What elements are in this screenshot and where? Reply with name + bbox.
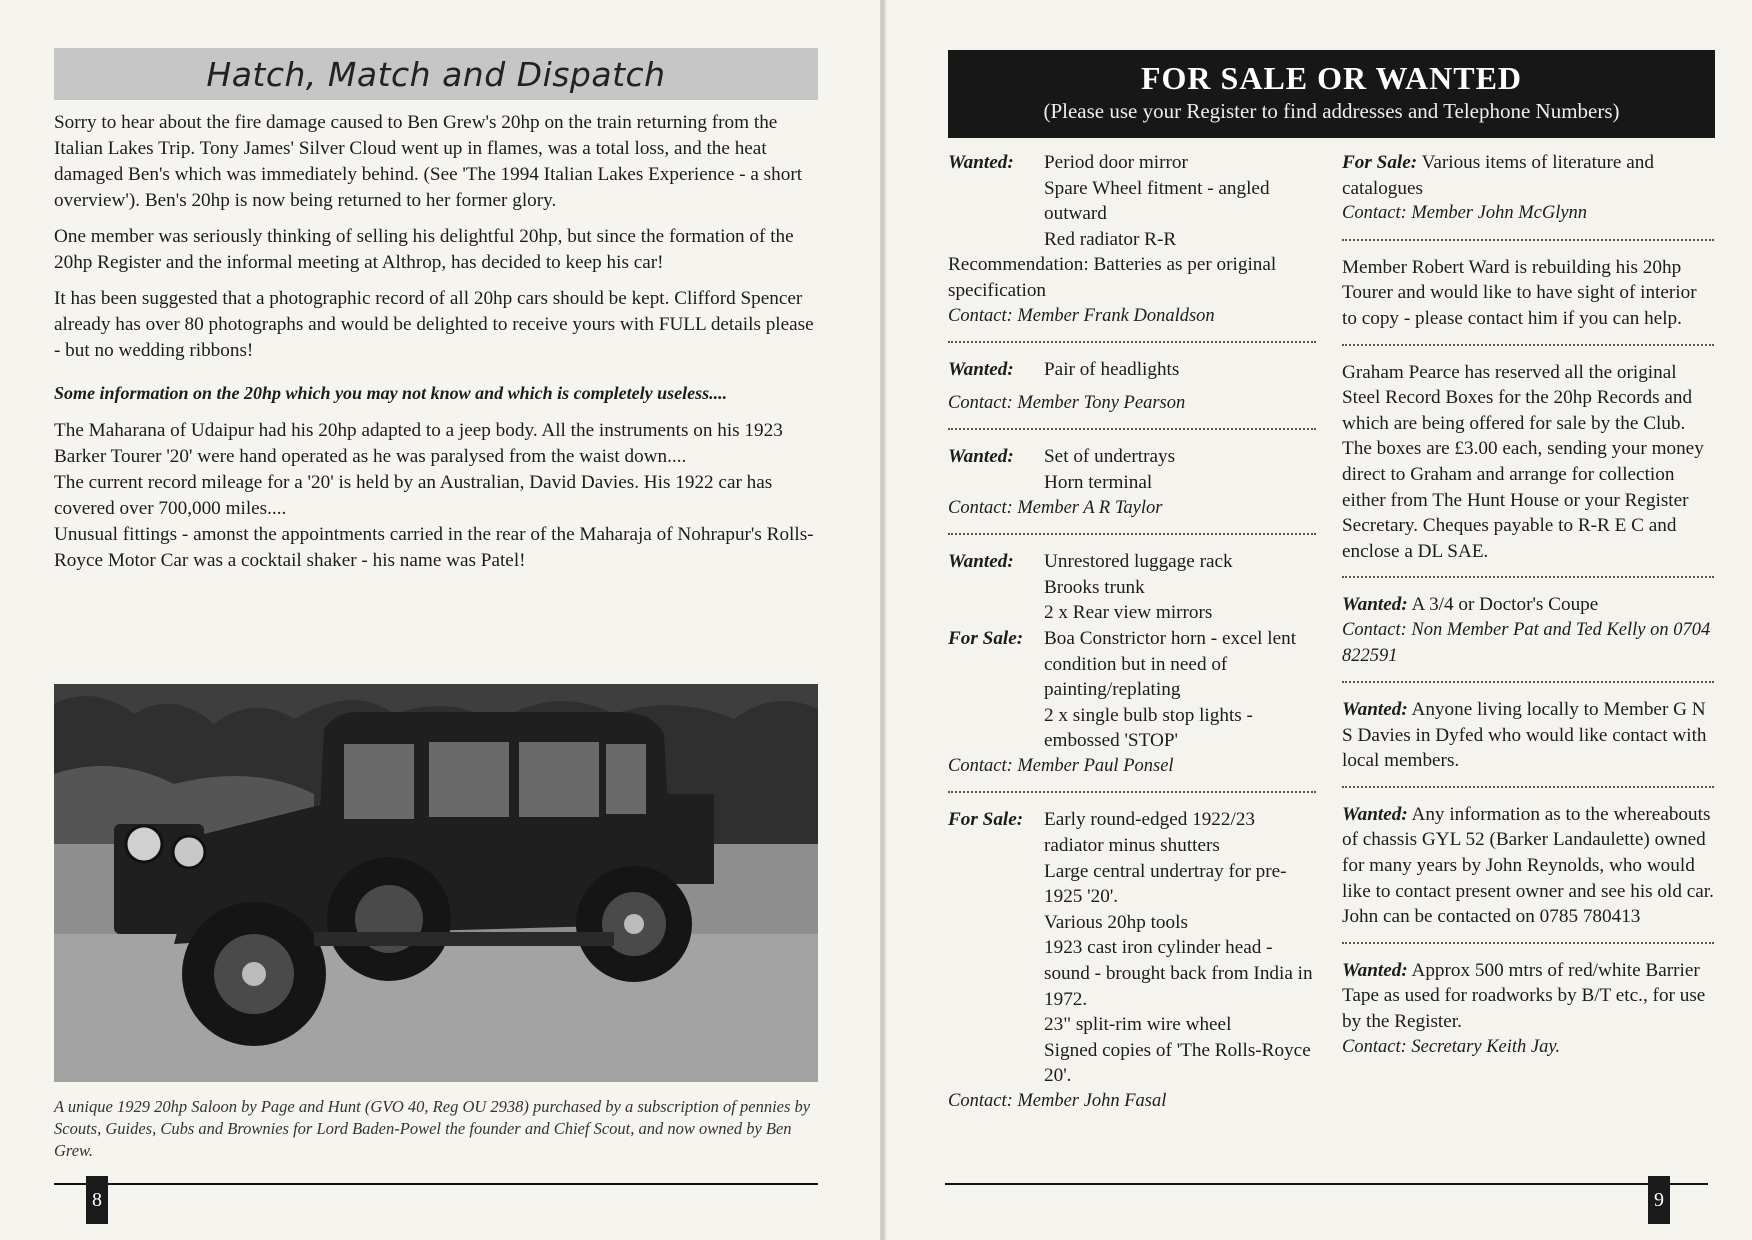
listing-item: Pair of headlights [1044, 359, 1180, 381]
listing-note: Recommendation: Batteries as per original specification [948, 254, 1277, 301]
listing-item: 2 x single bulb stop lights - embossed 'STOP' [1044, 704, 1253, 752]
listing [1342, 958, 1714, 1060]
paragraph: The current record mileage for a '20' is held by an Australian, David Davies. His 1922 car has covered over 700,000 miles.... [54, 472, 773, 519]
page-number: 9 [1648, 1176, 1670, 1224]
listing-contact: Contact: Secretary Keith Jay. [1342, 1036, 1561, 1057]
divider [948, 341, 1316, 343]
listing [948, 807, 1316, 1114]
for-sale-header [948, 50, 1715, 138]
listing-label: Wanted: [948, 152, 1014, 173]
paragraph: The Maharana of Udaipur had his 20hp adapted to a jeep body. All the instruments on his 1923 Barker Tourer '20' were hand operated as he was paralysed from the waist down.... [54, 420, 783, 467]
listing-label: For Sale: [1342, 152, 1418, 173]
section-title: FOR SALE OR WANTED [1140, 60, 1523, 96]
listing-contact: Contact: Member Paul Ponsel [948, 755, 1174, 776]
paragraph: Sorry to hear about the fire damage caused to Ben Grew's 20hp on the train returning from the Italian Lakes Trip. Tony James' Silver Cloud went up in flames, was a total loss, and the heat damaged Ben's which was immediately behind. (See 'The 1994 Italian Lakes Experience - a short overview'). Ben's 20hp is now being returned to her former glory. [54, 112, 803, 211]
section-subtitle: (Please use your Register to find addresses and Telephone Numbers) [1043, 99, 1620, 123]
divider [948, 428, 1316, 430]
listing-text: Any information as to the whereabouts of chassis GYL 52 (Barker Landaulette) owned for many years by John Reynolds, who would like to contact present owner and see his old car. John can be contacted on 0785 780413 [1342, 803, 1714, 928]
divider [948, 533, 1316, 535]
divider [1342, 942, 1714, 944]
listing [948, 549, 1316, 779]
spine [880, 0, 886, 1240]
listing [1342, 592, 1714, 669]
listing-item: 23" split-rim wire wheel [1044, 1014, 1232, 1036]
listing-label: Wanted: [948, 551, 1014, 573]
listing-label: Wanted: [1342, 594, 1408, 616]
section-title: Hatch, Match and Dispatch [54, 48, 818, 100]
paragraph: Unusual fittings - amonst the appointments carried in the rear of the Maharaja of Nohrapur's Rolls-Royce Motor Car was a cocktail shaker - his name was Patel! [54, 524, 814, 571]
paragraph: One member was seriously thinking of selling his delightful 20hp, but since the formation of the 20hp Register and the informal meeting at Althrop, has decided to keep his car! [54, 226, 794, 273]
listing-item: Boa Constrictor horn - excel lent condition but in need of painting/replating [1044, 627, 1297, 701]
listing-text: Member Robert Ward is rebuilding his 20hp Tourer and would like to have sight of interior to copy - please contact him if you can help. [1342, 256, 1697, 329]
listing [1342, 255, 1714, 332]
listing-item: Unrestored luggage rack [1044, 551, 1233, 573]
divider [1342, 239, 1714, 241]
listing-contact: Contact: Member Tony Pearson [948, 392, 1186, 413]
listing-contact: Contact: Non Member Pat and Ted Kelly on 0704 822591 [1342, 619, 1711, 666]
listing [948, 357, 1316, 416]
listing [1342, 697, 1714, 774]
listing-text: Approx 500 mtrs of red/white Barrier Tape as used for roadworks by B/T etc., for use by the Register. [1342, 959, 1706, 1033]
listing-item: Period door mirror [1044, 152, 1188, 173]
listing-label: For Sale: [948, 809, 1024, 831]
listing-contact: Contact: Member John Fasal [948, 1091, 1167, 1111]
listing-text: Various items of literature and catalogues [1342, 152, 1654, 199]
divider [1342, 576, 1714, 578]
listing-item: Spare Wheel fitment - angled outward [1044, 177, 1270, 225]
listing-text: Graham Pearce has reserved all the original Steel Record Boxes for the 20hp Records and which are being offered for sale by the Club. The boxes are £3.00 each, sending your money direct to Graham and arrange for collection either from The Hunt House or your Register Secretary. Cheques payable to R-R E C and enclose a DL SAE. [1342, 361, 1704, 562]
listing-label: Wanted: [948, 359, 1014, 381]
paragraph: It has been suggested that a photographic record of all 20hp cars should be kept. Clifford Spencer already has over 80 photographs and would be delighted to receive yours with FULL details please - but no wedding ribbons! [54, 288, 814, 361]
listings-column-right [1342, 150, 1714, 1060]
listing [1342, 360, 1714, 565]
car-photo [54, 684, 818, 1082]
listing-item: 2 x Rear view mirrors [1044, 602, 1213, 624]
listing-item: Set of undertrays [1044, 446, 1176, 468]
listing-text: A 3/4 or Doctor's Coupe [1411, 594, 1599, 616]
listing-item: 1923 cast iron cylinder head - sound - brought back from India in 1972. [1044, 937, 1313, 1010]
listing-item: Signed copies of 'The Rolls-Royce 20'. [1044, 1039, 1311, 1087]
divider [1342, 681, 1714, 683]
listing-label: Wanted: [948, 446, 1014, 468]
photo-caption: A unique 1929 20hp Saloon by Page and Hunt (GVO 40, Reg OU 2938) purchased by a subscription of pennies by Scouts, Guides, Cubs and Brownies for Lord Baden-Powel the founder and Chief Scout, and now owned by Ben Grew. [54, 1097, 811, 1160]
listing-label: Wanted: [1342, 959, 1408, 981]
listing-text: Anyone living locally to Member G N S Davies in Dyfed who would like contact with local members. [1342, 699, 1707, 772]
article-body [54, 110, 818, 574]
listing-contact: Contact: Member John McGlynn [1342, 203, 1588, 224]
divider [948, 791, 1316, 793]
listing [948, 444, 1316, 521]
listing [1342, 802, 1714, 930]
listing-label: Wanted: [1342, 699, 1408, 721]
subheading: Some information on the 20hp which you may not know and which is completely useless.... [54, 383, 728, 403]
footer-rule [945, 1183, 1708, 1185]
listing-contact: Contact: Member A R Taylor [948, 497, 1163, 518]
listing [1342, 150, 1714, 227]
listing [948, 150, 1316, 329]
footer-rule [54, 1183, 818, 1185]
divider [1342, 344, 1714, 346]
divider [1342, 786, 1714, 788]
listing-label: For Sale: [948, 627, 1024, 649]
listing-item: Horn terminal [1044, 471, 1153, 493]
page-number: 8 [86, 1176, 108, 1224]
listing-item: Large central undertray for pre-1925 '20'. [1044, 860, 1287, 908]
listing-item: Brooks trunk [1044, 576, 1145, 598]
listings-column-left [948, 150, 1316, 1115]
listing-label: Wanted: [1342, 803, 1408, 825]
listing-contact: Contact: Member Frank Donaldson [948, 305, 1215, 326]
listing-item: Red radiator R-R [1044, 228, 1177, 250]
listing-item: Various 20hp tools [1044, 911, 1188, 933]
listing-item: Early round-edged 1922/23 radiator minus shutters [1044, 809, 1256, 857]
